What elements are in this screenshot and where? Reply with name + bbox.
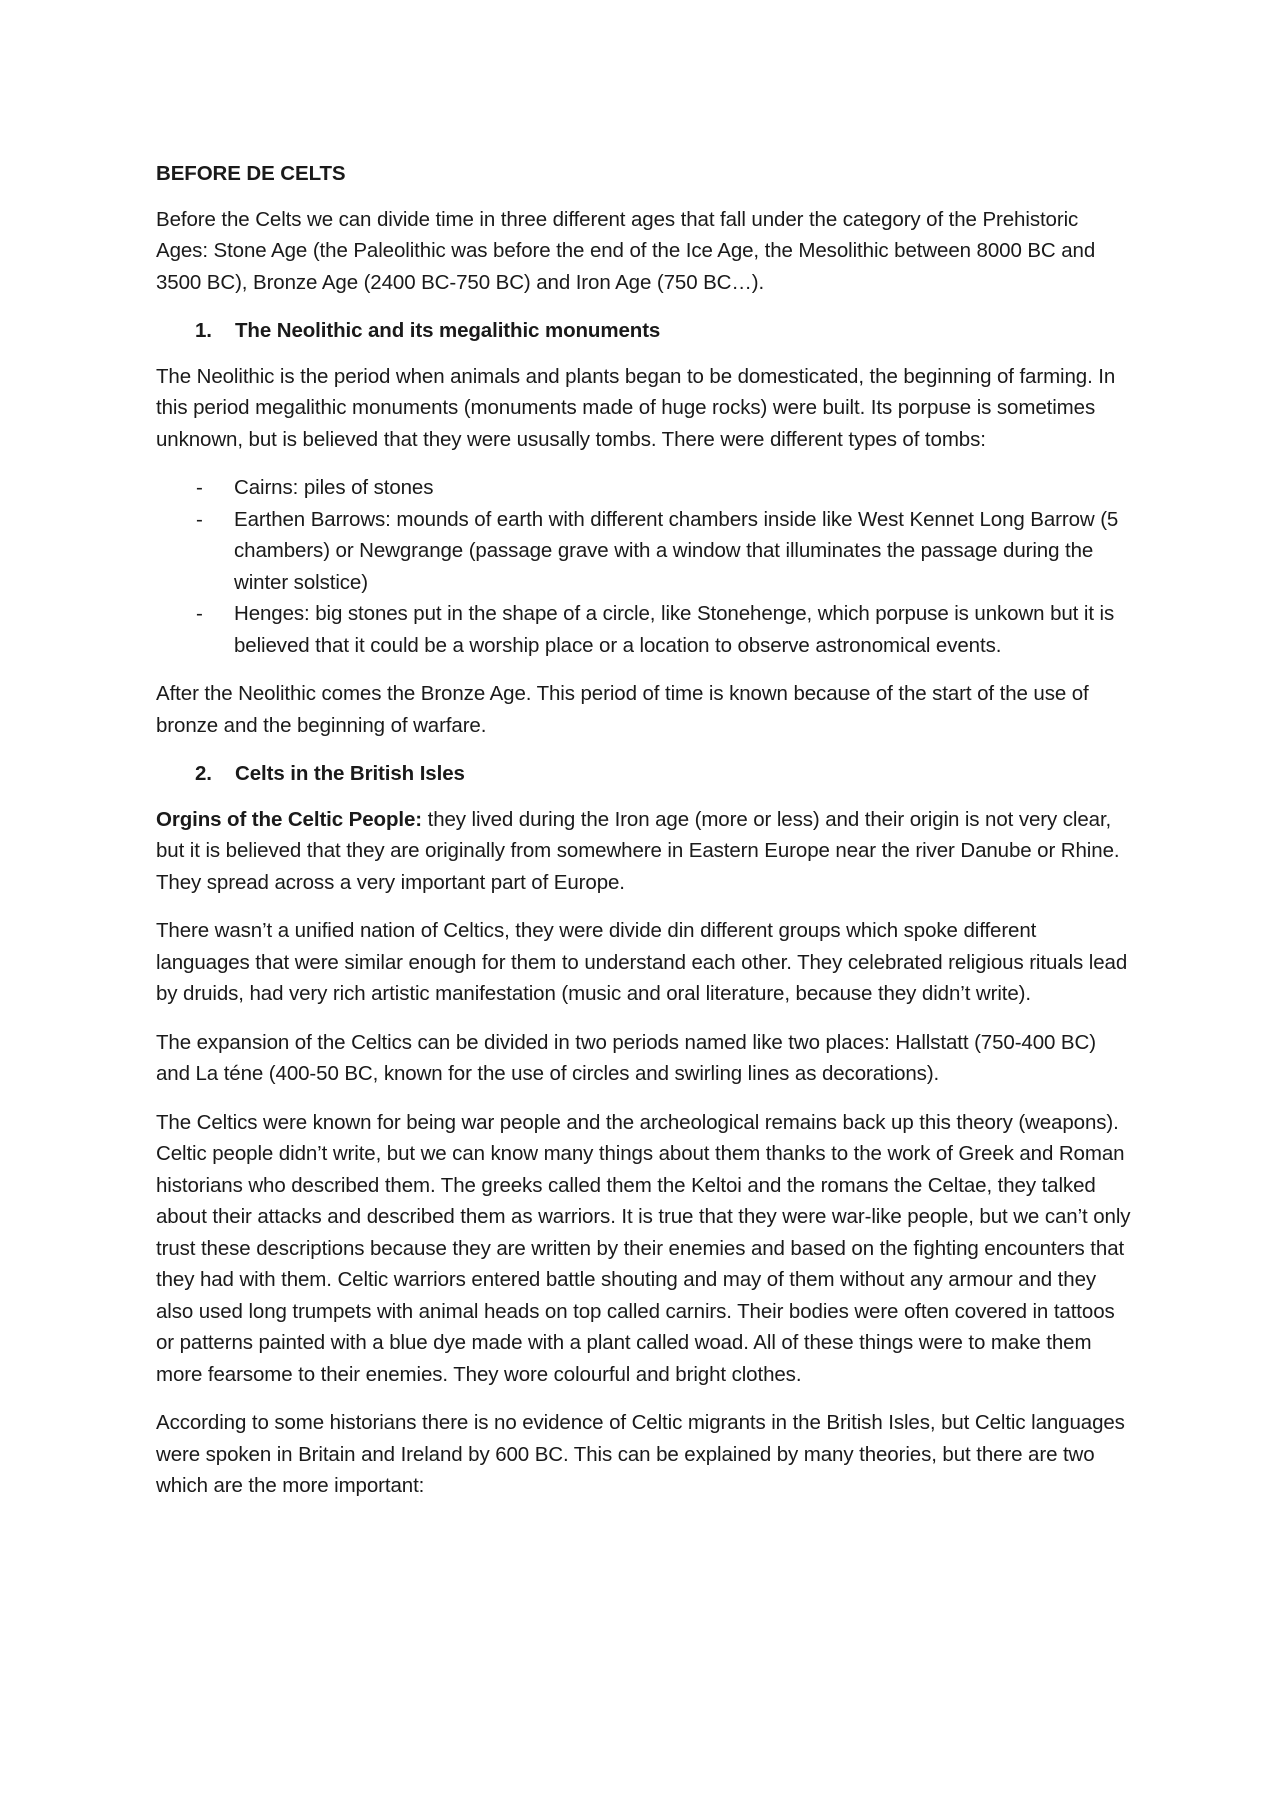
neolithic-paragraph: The Neolithic is the period when animals and plants began to be domesticated, the beginning of farming. In this period megalithic monuments (monuments made of huge rocks) were built. Its porpuse is sometimes unknown, but is believed that they were ususally tombs. There were different types of tombs: <box>156 364 1116 451</box>
origins-lead: Orgins of the Celtic People: <box>156 807 423 831</box>
bronze-age-paragraph: After the Neolithic comes the Bronze Age. This period of time is known because of the start of the use of bronze and the beginning of warfare. <box>156 682 1089 737</box>
list-item <box>156 598 1131 661</box>
list-dash: - <box>196 602 203 625</box>
expansion-paragraph: The expansion of the Celtics can be divided in two periods named like two places: Hallstatt (750-400 BC) and La téne (400-50 BC, known for the use of circles and swirling lines as decorations). <box>156 1030 1096 1085</box>
document-page <box>156 158 1131 1519</box>
war-paragraph: The Celtics were known for being war people and the archeological remains back up this theory (weapons). Celtic people didn’t write, but we can know many things about them thanks to the work of Greek and Roman historians who described them. The greeks called them the Keltoi and the romans the Celtae, they talked about their attacks and described them as warriors. It is true that they were war-like people, but we can’t only trust these descriptions because they are written by their enemies and based on the fighting encounters that they had with them. Celtic warriors entered battle shouting and may of them without any armour and they also used long trumpets with animal heads on top called carnirs. Their bodies were often covered in tattoos or patterns painted with a blue dye made with a plant called woad. All of these things were to make them more fearsome to their enemies. They wore colourful and bright clothes. <box>156 1110 1131 1386</box>
section-2-heading <box>156 758 1131 790</box>
list-item-text: Earthen Barrows: mounds of earth with different chambers inside like West Kennet Long Barrow (5 chambers) or Newgrange (passage grave with a window that illuminates the passage during the winter solstice) <box>234 507 1119 594</box>
list-item <box>156 504 1131 599</box>
historians-paragraph: According to some historians there is no evidence of Celtic migrants in the British Isles, but Celtic languages were spoken in Britain and Ireland by 600 BC. This can be explained by many theories, but there are two which are the more important: <box>156 1411 1125 1497</box>
section-1-heading <box>156 315 1131 347</box>
tomb-types-list <box>156 472 1131 661</box>
intro-paragraph: Before the Celts we can divide time in three different ages that fall under the category of the Prehistoric Ages: Stone Age (the Paleolithic was before the end of the Ice Age, the Mesolithic between 8000 BC and 3500 BC), Bronze Age (2400 BC-750 BC) and Iron Age (750 BC…). <box>156 207 1096 294</box>
section-1-number: 1. <box>195 319 212 342</box>
list-item-text: Cairns: piles of stones <box>234 476 434 499</box>
section-2-number: 2. <box>195 762 212 785</box>
origins-text: they lived during the Iron age (more or less) and their origin is not very clear, but it is believed that they are originally from somewhere in Eastern Europe near the river Danube or Rhine. They spread across a very important part of Europe. <box>156 807 1120 894</box>
list-dash: - <box>196 476 203 499</box>
origins-paragraph <box>156 804 1131 899</box>
list-item-text: Henges: big stones put in the shape of a circle, like Stonehenge, which porpuse is unkown but it is believed that it could be a worship place or a location to observe astronomical events. <box>234 602 1115 657</box>
section-2-title: Celts in the British Isles <box>235 762 465 785</box>
list-dash: - <box>196 507 203 531</box>
nation-paragraph: There wasn’t a unified nation of Celtics, they were divide din different groups which spoke different languages that were similar enough for them to understand each other. They celebrated religious rituals lead by druids, had very rich artistic manifestation (music and oral literature, because they didn’t write). <box>156 919 1128 1005</box>
section-1-title: The Neolithic and its megalithic monuments <box>235 319 661 342</box>
list-item <box>156 472 1131 504</box>
document-title: BEFORE DE CELTS <box>156 162 346 185</box>
